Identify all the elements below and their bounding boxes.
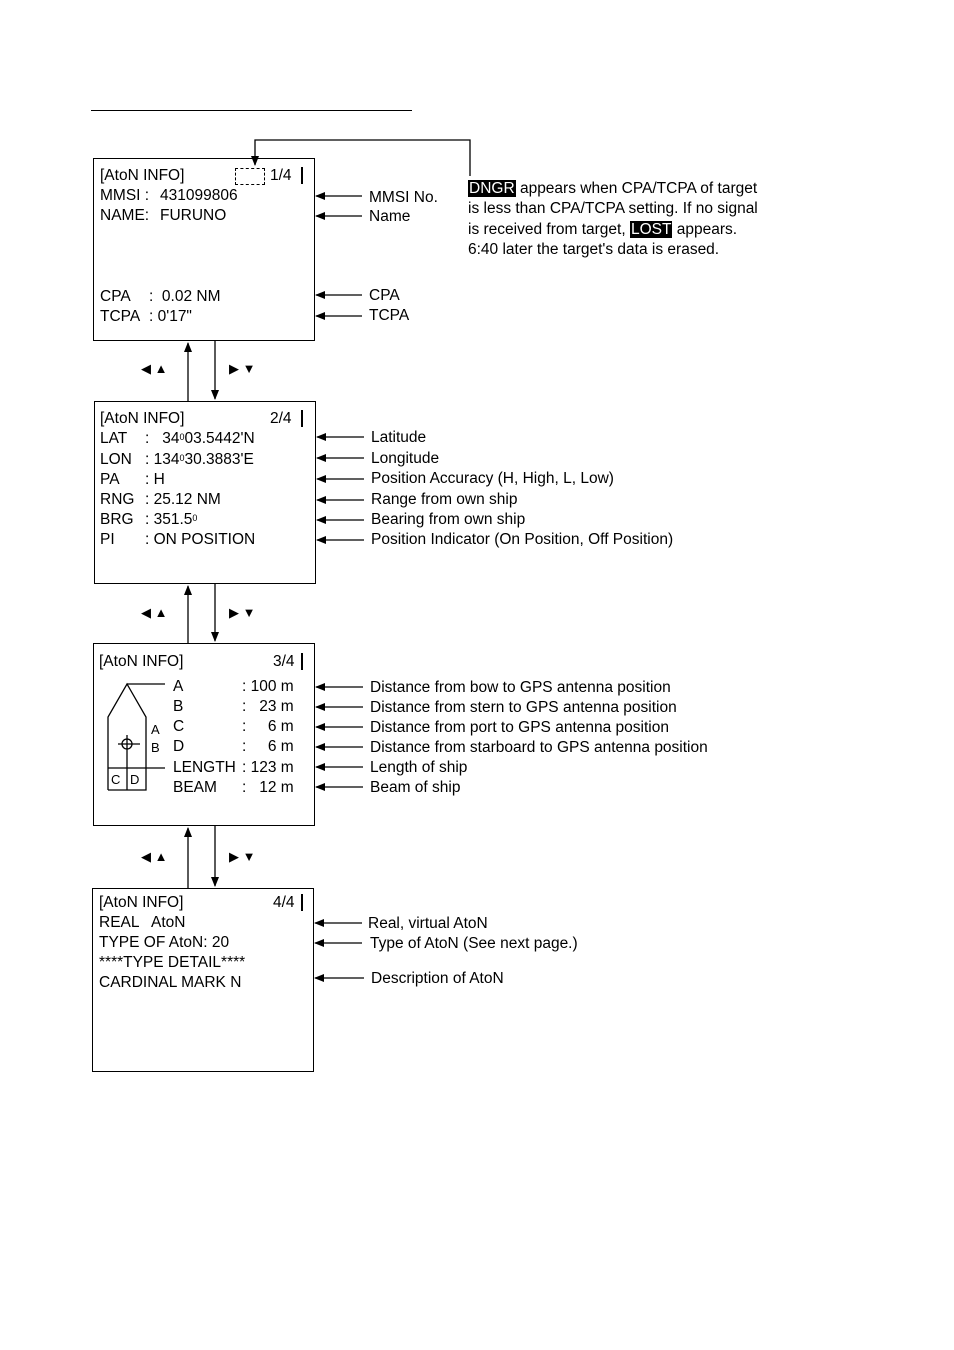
callout-dim-d: Distance from starboard to GPS antenna position — [370, 739, 708, 756]
dim-c-label: C — [173, 718, 185, 735]
callout-brg: Bearing from own ship — [371, 511, 526, 528]
callout-cpa: CPA — [369, 287, 400, 304]
pi-label: PI — [100, 531, 115, 548]
callout-tcpa: TCPA — [369, 307, 410, 324]
callout-rng: Range from own ship — [371, 491, 518, 508]
lat-value: : $34^003.5442'N$ — [145, 430, 255, 447]
pa-label: PA — [100, 471, 120, 488]
dim-d-value: : 6 m — [242, 738, 294, 755]
callout-lon: Longitude — [371, 450, 440, 467]
tcpa-label: TCPA — [100, 308, 141, 325]
callout-dim-c: Distance from port to GPS antenna position — [370, 719, 669, 736]
callout-mmsi: MMSI No. — [369, 189, 438, 206]
ship-letter-d: D — [130, 772, 140, 787]
name-label: NAME: — [100, 207, 150, 224]
rng-label: RNG — [100, 491, 135, 508]
ship-letter-c: C — [111, 772, 121, 787]
mmsi-value: 431099806 — [160, 187, 238, 204]
screen3-page: 3/4 — [273, 653, 295, 670]
screen1-title: [AtoN INFO] — [100, 167, 185, 184]
ship-letter-b: B — [151, 740, 160, 755]
dngr-pointer-line — [255, 140, 470, 176]
callout-beam: Beam of ship — [370, 779, 461, 796]
screen3-title: [AtoN INFO] — [99, 653, 184, 670]
note-text-2: appears. 6:40 later the target's data is erased. — [468, 220, 738, 258]
callout-length: Length of ship — [370, 759, 468, 776]
callout-desc: Description of AtoN — [371, 970, 504, 987]
nav-up-2: ◀ ▲ — [141, 605, 168, 620]
dim-b-label: B — [173, 698, 184, 715]
screen2-title: [AtoN INFO] — [100, 410, 185, 427]
nav-down-1: ▶ ▼ — [229, 361, 256, 376]
length-label: LENGTH — [173, 759, 236, 776]
pi-value: : ON POSITION — [145, 531, 256, 548]
screen4-line2: TYPE OF AtoN: 20 — [99, 934, 230, 951]
callout-dim-a: Distance from bow to GPS antenna position — [370, 679, 671, 696]
screen2-page: 2/4 — [270, 410, 292, 427]
screen4-line3: ****TYPE DETAIL**** — [99, 954, 246, 971]
callout-name: Name — [369, 208, 411, 225]
length-value: : 123 m — [242, 759, 294, 776]
nav-up-1: ◀ ▲ — [141, 361, 168, 376]
cpa-label: CPA — [100, 288, 131, 305]
callout-dim-b: Distance from stern to GPS antenna position — [370, 699, 677, 716]
beam-label: BEAM — [173, 779, 217, 796]
brg-label: BRG — [100, 511, 134, 528]
dngr-badge: DNGR — [469, 180, 515, 197]
mmsi-label: MMSI : — [100, 187, 150, 204]
callout-pi: Position Indicator (On Position, Off Position) — [371, 531, 674, 548]
brg-value: : 351.5$^0$ — [145, 511, 198, 528]
callout-lat: Latitude — [371, 429, 427, 446]
rng-value: : 25.12 NM — [145, 491, 221, 508]
dim-d-label: D — [173, 738, 185, 755]
dim-b-value: : 23 m — [242, 698, 294, 715]
tcpa-value: : 0'17" — [149, 308, 192, 325]
lost-badge: LOST — [630, 220, 672, 238]
callout-pa: Position Accuracy (H, High, L, Low) — [371, 470, 614, 487]
nav-down-3: ▶ ▼ — [229, 849, 256, 864]
screen4-line4: CARDINAL MARK N — [99, 974, 242, 991]
screen1-page: 1/4 — [270, 167, 292, 184]
ship-outline-diagram — [108, 684, 165, 790]
note-text-1: appears when CPA/TCPA of target is less than CPA/TCPA setting. If no signal is received from target, — [468, 180, 758, 238]
screen4-title: [AtoN INFO] — [99, 894, 184, 911]
lon-label: LON — [100, 451, 132, 468]
nav-down-2: ▶ ▼ — [229, 605, 256, 620]
screen4-line1: REAL AtoN — [99, 914, 186, 931]
cpa-value: : 0.02 NM — [149, 288, 221, 305]
callout-type: Type of AtoN (See next page.) — [370, 935, 578, 952]
nav-up-3: ◀ ▲ — [141, 849, 168, 864]
screen4-page: 4/4 — [273, 894, 295, 911]
name-value: FURUNO — [160, 207, 227, 224]
callout-real: Real, virtual AtoN — [368, 915, 488, 932]
lat-label: LAT — [100, 430, 128, 447]
beam-value: : 12 m — [242, 779, 294, 796]
ship-letter-a: A — [151, 722, 160, 737]
dim-a-label: A — [173, 678, 184, 695]
dim-c-value: : 6 m — [242, 718, 294, 735]
lon-value: : $134^030.3883'E$ — [145, 451, 254, 468]
pa-value: : H — [145, 471, 165, 488]
dim-a-value: : 100 m — [242, 678, 294, 695]
